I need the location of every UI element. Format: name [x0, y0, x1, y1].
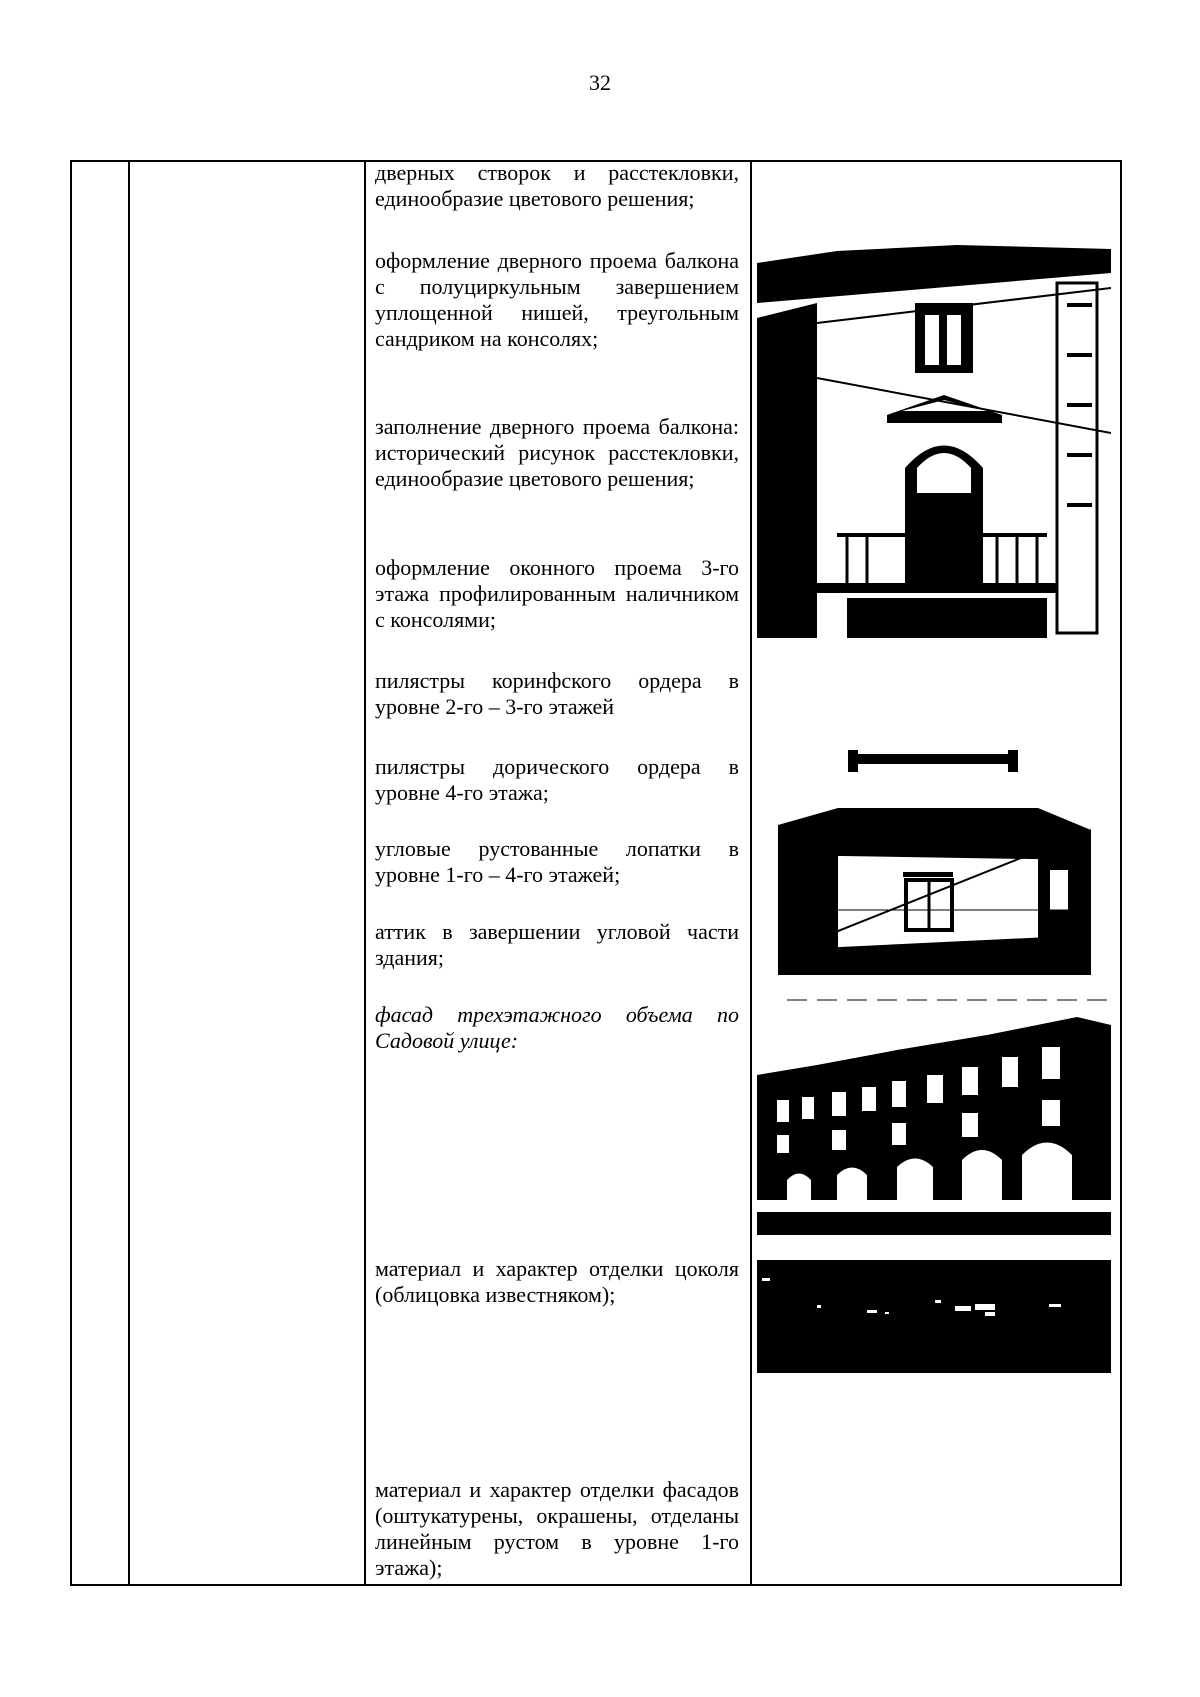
feature-text: пилястры дорического ордера в уровне 4-го этажа;	[375, 754, 739, 805]
feature-text: материал и характер отделки цоколя (облицовка известняком);	[375, 1256, 739, 1307]
plinth-photo	[757, 1260, 1111, 1373]
facade-photo	[757, 995, 1111, 1235]
balcony-photo	[757, 243, 1111, 638]
feature-text: оформление дверного проема балкона с полуциркульным завершением уплощенной нишей, треугольным сандриком на консолях;	[375, 248, 739, 351]
column-divider-3	[750, 162, 752, 1584]
feature-text: аттик в завершении угловой части здания;	[375, 919, 739, 970]
column-divider-2	[364, 162, 366, 1584]
feature-text: оформление оконного проема 3-го этажа профилированным наличником с консолями;	[375, 555, 739, 632]
column-divider-1	[128, 162, 130, 1584]
feature-text: заполнение дверного проема балкона: исторический рисунок расстекловки, единообразие цветового решения;	[375, 414, 739, 491]
feature-text: пилястры коринфского ордера в уровне 2-го – 3-го этажей	[375, 668, 739, 719]
feature-text: материал и характер отделки фасадов (оштукатурены, окрашены, отделаны линейным рустом в уровне 1-го этажа);	[375, 1477, 739, 1580]
feature-text: дверных створок и расстекловки, единообразие цветового решения;	[375, 160, 739, 211]
feature-text: угловые рустованные лопатки в уровне 1-го – 4-го этажей;	[375, 836, 739, 887]
attic-photo	[778, 750, 1091, 975]
section-heading: фасад трехэтажного объема по Садовой улице:	[375, 1002, 739, 1053]
page-number: 32	[589, 70, 611, 95]
